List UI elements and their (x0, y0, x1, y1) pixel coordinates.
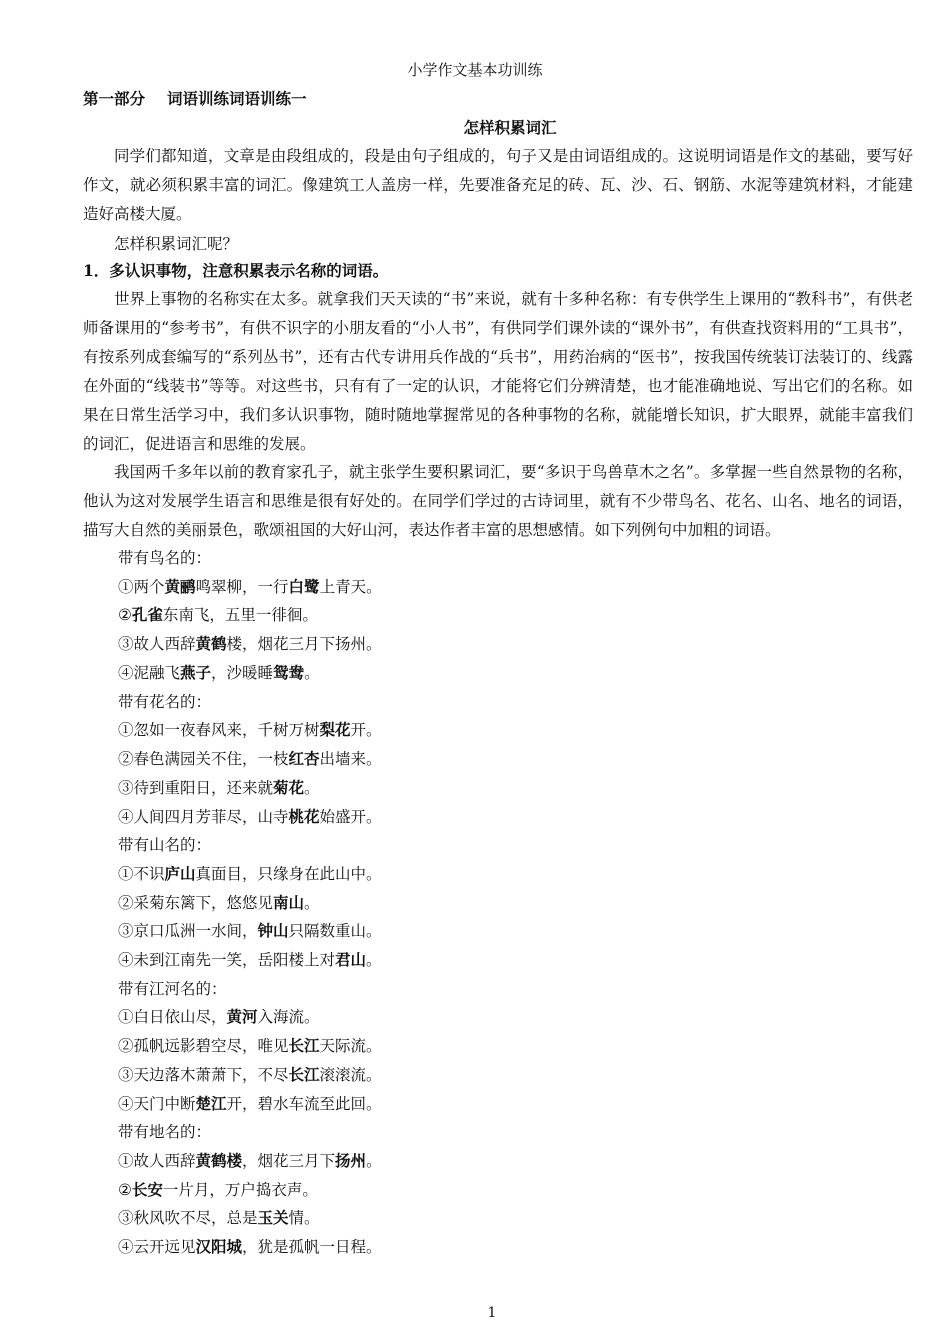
flower-example-1 (118, 720, 382, 740)
text: ③天边落木萧萧下，不尽 (118, 1066, 289, 1084)
bold-term: 长江 (288, 1037, 320, 1055)
section-name: 词语训练词语训练一 (167, 89, 307, 108)
river-example-3 (118, 1065, 382, 1085)
mountain-example-1 (118, 864, 382, 884)
text: ④未到江南先一笑，岳阳楼上对 (118, 951, 336, 969)
bold-term: 白鹭 (288, 578, 320, 596)
place-example-1 (118, 1151, 382, 1171)
bold-term: 玉关 (257, 1209, 289, 1227)
bold-term: 红杏 (288, 750, 320, 768)
text: 。 (304, 894, 320, 912)
bold-term: 黄鹤楼 (195, 1152, 243, 1170)
bold-term: 黄鹂 (164, 578, 196, 596)
document-title: 小学作文基本功训练 (407, 61, 543, 79)
flower-label: 带有花名的： (118, 693, 212, 711)
bold-term: 黄河 (226, 1008, 258, 1026)
bird-example-2 (118, 605, 318, 625)
lesson-title: 怎样积累词汇 (463, 118, 557, 137)
flower-example-2 (118, 749, 382, 769)
text: 。 (366, 951, 382, 969)
intro-paragraph: 同学们都知道，文章是由段组成的，段是由句子组成的，句子又是由词语组成的。这说明词语是作文的基础，要写好作文，就必须积累丰富的词汇。像建筑工人盖房一样，先要准备充足的砖、瓦、沙、石、钢筋、水泥等建筑材料，才能建造好高楼大厦。 (83, 147, 913, 223)
place-example-3 (118, 1208, 320, 1228)
bold-term: 长安 (131, 1181, 163, 1199)
text: 。 (304, 779, 320, 797)
bold-term: 孔雀 (131, 606, 163, 624)
river-example-4 (118, 1094, 382, 1114)
text: 始盛开。 (319, 808, 382, 826)
text: 东南飞，五里一徘徊。 (162, 606, 318, 624)
text: 上青天。 (319, 578, 382, 596)
place-example-2 (118, 1180, 318, 1200)
books-paragraph: 世界上事物的名称实在太多。就拿我们天天读的“书”来说，就有十多种名称：有专供学生上课用的“教科书”，有供老师备课用的“参考书”，有供不识字的小朋友看的“小人书”，有供同学们课外读的“课外书”，有供查找资料用的“工具书”，有按系列成套编写的“系列丛书”，还有古代专讲用兵作战的“兵书”，用药治病的“医书”，按我国传统装订法装订的、线露在外面的“线装书”等等。对这些书，只有有了一定的认识，才能将它们分辨清楚，也才能准确地说、写出它们的名称。如果在日常生活学习中，我们多认识事物，随时随地掌握常见的各种事物的名称，就能增长知识，扩大眼界，就能丰富我们的词汇，促进语言和思维的发展。 (83, 290, 913, 453)
text: 。 (304, 664, 320, 682)
bold-term: 君山 (335, 951, 367, 969)
text: ，烟花三月下 (242, 1152, 336, 1170)
bold-term: 长江 (288, 1066, 320, 1084)
bold-term: 扬州 (335, 1152, 367, 1170)
text: ② (118, 606, 132, 624)
point-1-heading: 1．多认识事物，注意积累表示名称的词语。 (83, 261, 389, 280)
text: 入海流。 (257, 1008, 320, 1026)
place-example-4 (118, 1237, 382, 1257)
text: ，犹是孤帆一日程。 (242, 1238, 382, 1256)
text: ④泥融飞 (118, 664, 181, 682)
text: ①两个 (118, 578, 165, 596)
text: ③待到重阳日，还来就 (118, 779, 274, 797)
text: ①白日依山尽， (118, 1008, 227, 1026)
mountain-label: 带有山名的： (118, 836, 212, 854)
text: 楼，烟花三月下扬州。 (226, 635, 382, 653)
river-example-1 (118, 1007, 320, 1027)
text: ①忽如一夜春风来，千树万树 (118, 721, 320, 739)
text: ①故人西辞 (118, 1152, 196, 1170)
text: ③秋风吹不尽，总是 (118, 1209, 258, 1227)
bold-term: 菊花 (273, 779, 305, 797)
confucius-paragraph: 我国两千多年以前的教育家孔子，就主张学生要积累词汇，要“多识于鸟兽草木之名”。多掌握一些自然景物的名称，他认为这对发展学生语言和思维是很有好处的。在同学们学过的古诗词里，就有不少带鸟名、花名、山名、地名的词语，描写大自然的美丽景色，歌颂祖国的大好山河，表达作者丰富的思想感情。如下列例句中加粗的词语。 (83, 463, 913, 539)
bold-term: 楚江 (195, 1095, 227, 1113)
text: 滚滚流。 (319, 1066, 382, 1084)
text: 情。 (288, 1209, 320, 1227)
bold-term: 钟山 (257, 922, 289, 940)
flower-example-3 (118, 778, 320, 798)
bird-example-1 (118, 577, 382, 597)
section-heading (83, 89, 307, 109)
place-label: 带有地名的： (118, 1123, 212, 1141)
text: 天际流。 (319, 1037, 382, 1055)
text: ②孤帆远影碧空尽，唯见 (118, 1037, 289, 1055)
bold-term: 南山 (273, 894, 305, 912)
text: 鸣翠柳，一行 (195, 578, 289, 596)
bold-term: 桃花 (288, 808, 320, 826)
text: ，沙暖睡 (211, 664, 274, 682)
bold-term: 汉阳城 (195, 1238, 243, 1256)
text: 一片月，万户捣衣声。 (162, 1181, 318, 1199)
text: ③京口瓜洲一水间， (118, 922, 258, 940)
mountain-example-2 (118, 893, 320, 913)
text: ④云开远见 (118, 1238, 196, 1256)
text: ③故人西辞 (118, 635, 196, 653)
text: ①不识 (118, 865, 165, 883)
text: 开，碧水车流至此回。 (226, 1095, 382, 1113)
bold-term: 黄鹤 (195, 635, 227, 653)
section-part: 第一部分 (83, 89, 146, 108)
mountain-example-4 (118, 950, 382, 970)
text: ②春色满园关不住，一枝 (118, 750, 289, 768)
bold-term: 梨花 (319, 721, 351, 739)
mountain-example-3 (118, 921, 382, 941)
text: ④人间四月芳菲尽，山寺 (118, 808, 289, 826)
bold-term: 燕子 (180, 664, 212, 682)
bird-label: 带有鸟名的： (118, 549, 212, 567)
flower-example-4 (118, 807, 382, 827)
river-label: 带有江河名的： (118, 980, 227, 998)
text: 真面目，只缘身在此山中。 (195, 865, 382, 883)
text: ② (118, 1181, 132, 1199)
text: 。 (366, 1152, 382, 1170)
river-example-2 (118, 1036, 382, 1056)
bird-example-3 (118, 634, 382, 654)
page-number: 1 (487, 1305, 497, 1321)
bird-example-4 (118, 663, 320, 683)
text: ④天门中断 (118, 1095, 196, 1113)
question-paragraph: 怎样积累词汇呢？ (114, 235, 239, 253)
text: ②采菊东篱下，悠悠见 (118, 894, 274, 912)
text: 开。 (350, 721, 382, 739)
bold-term: 鸳鸯 (273, 664, 305, 682)
text: 出墙来。 (319, 750, 382, 768)
text: 只隔数重山。 (288, 922, 382, 940)
bold-term: 庐山 (164, 865, 196, 883)
